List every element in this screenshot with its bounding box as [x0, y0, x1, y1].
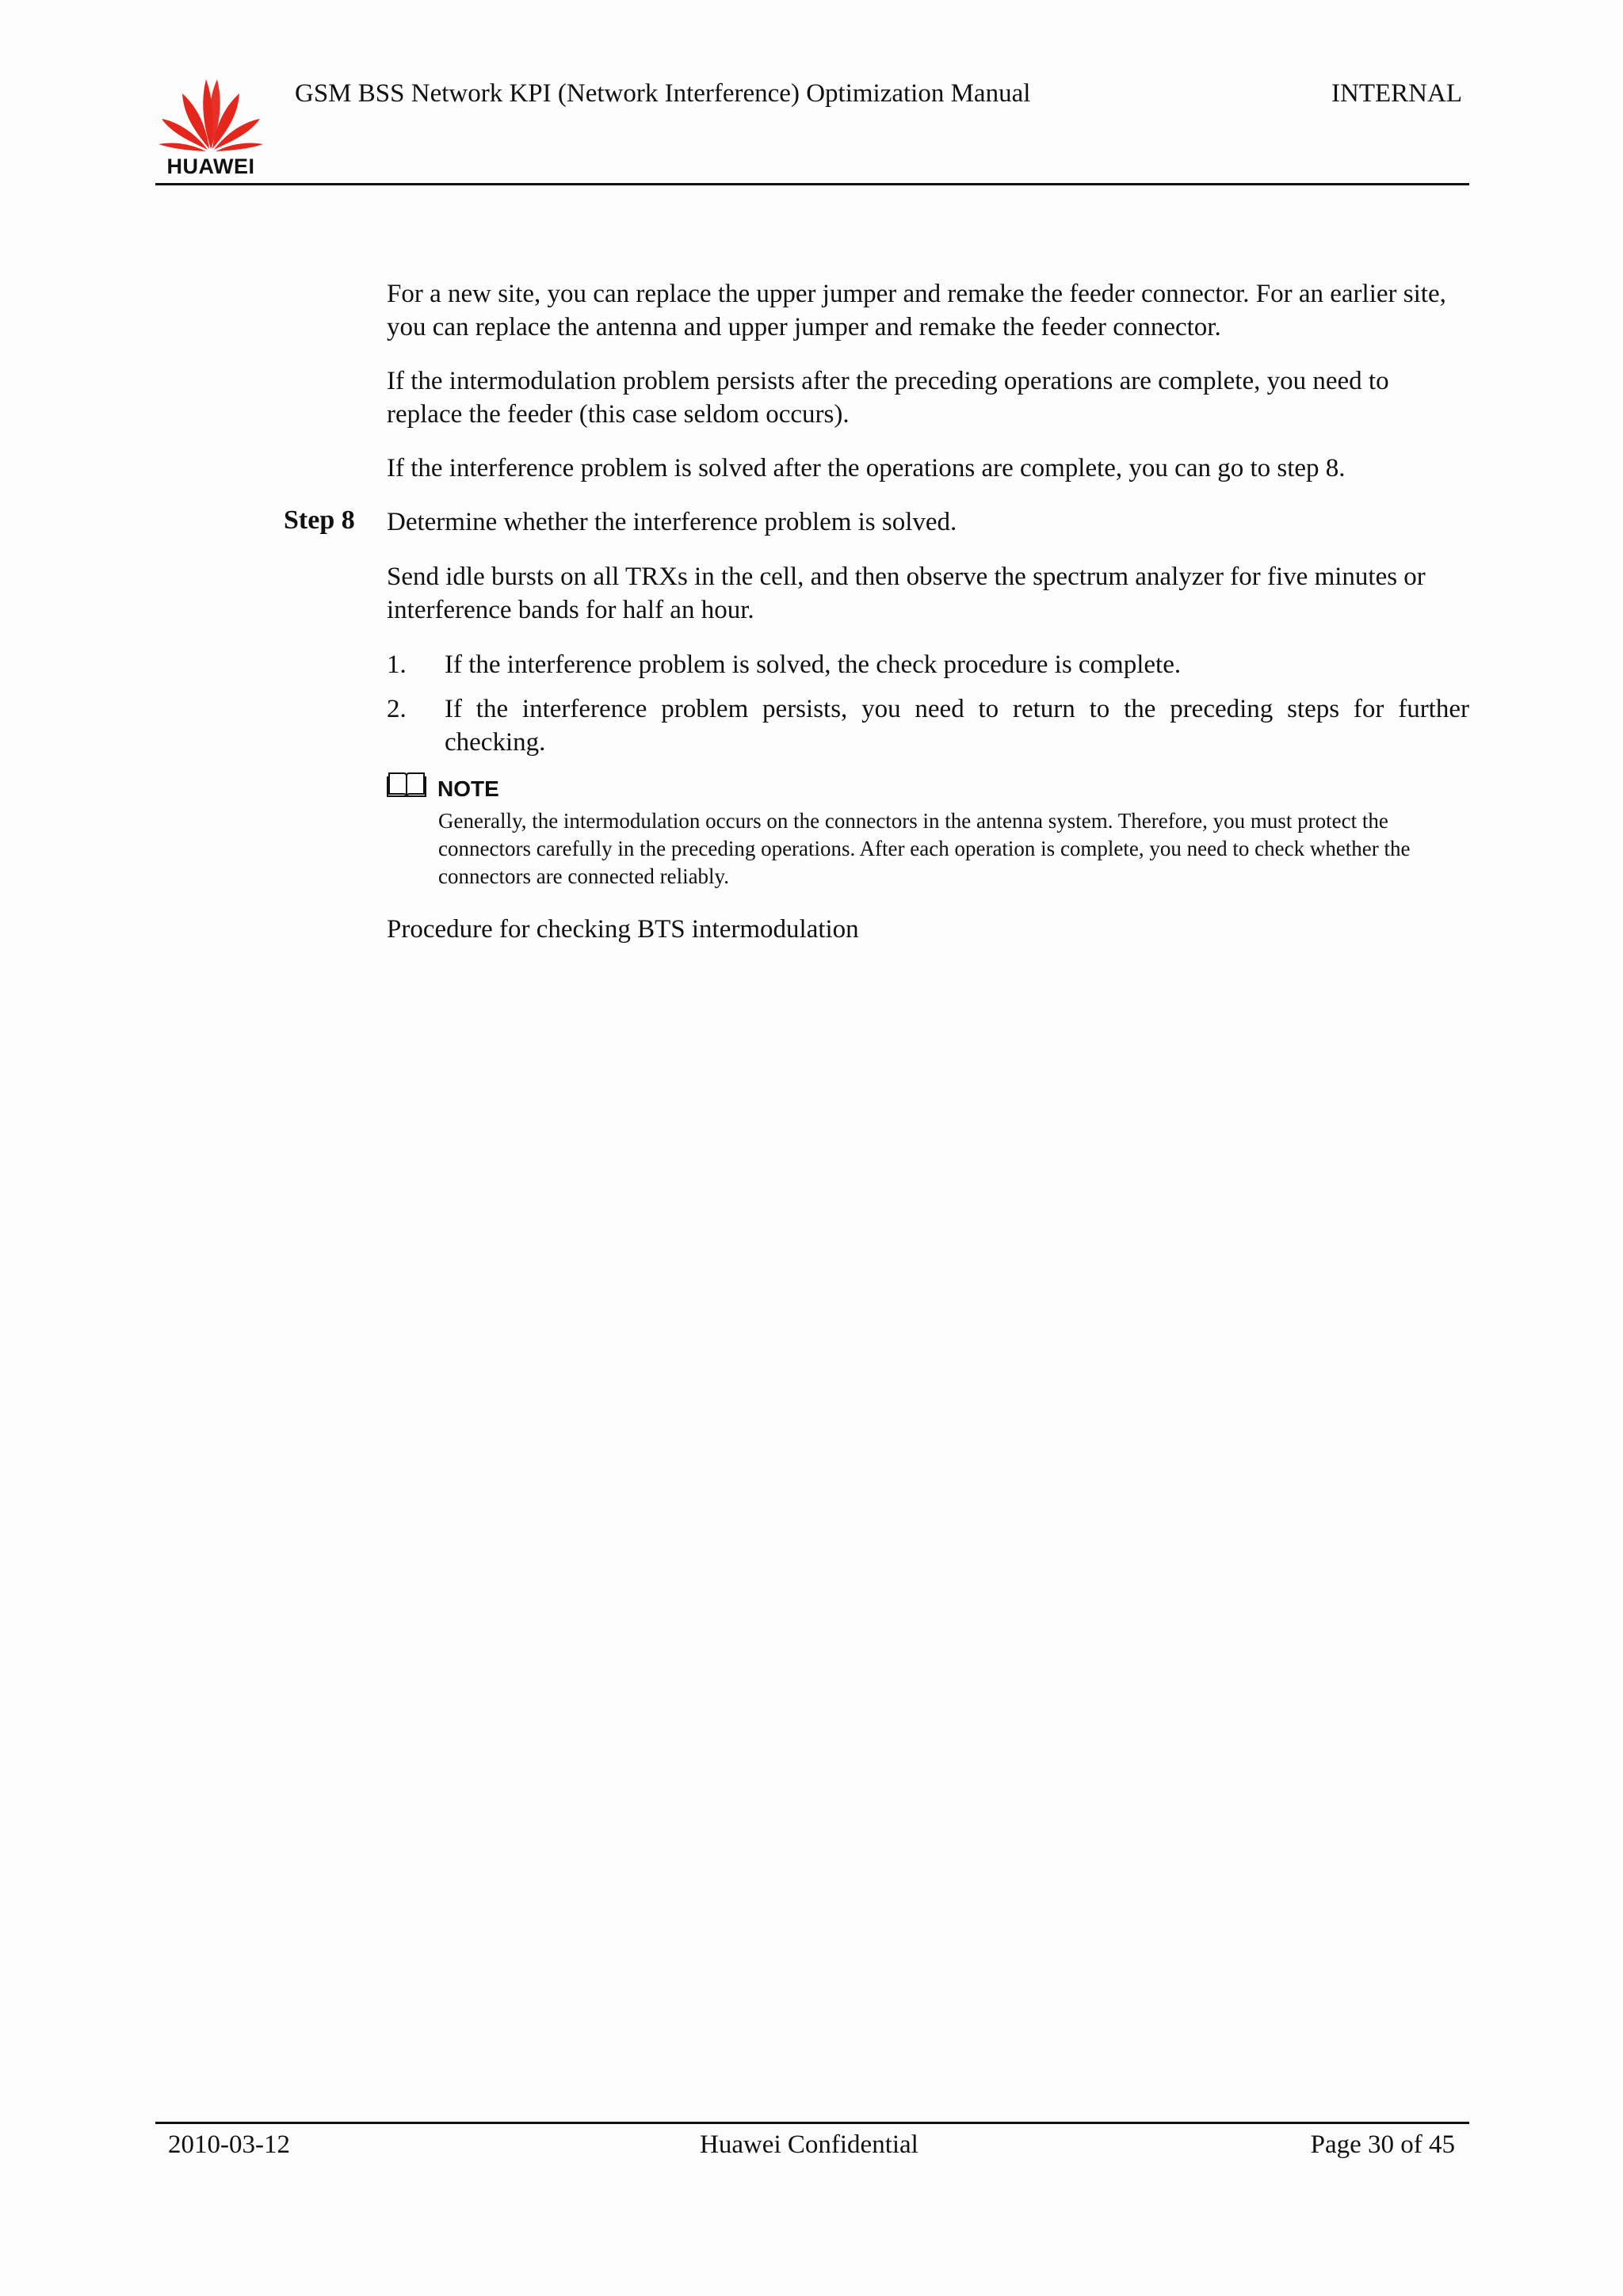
- list-number: 1.: [387, 650, 407, 679]
- note-text: Generally, the intermodulation occurs on the connectors in the antenna system. Therefore, you must protect the connectors carefully in the preceding operations. After each operation is complete, you need to check whether the connectors are connected reliably.: [438, 809, 1411, 888]
- document-title: GSM BSS Network KPI (Network Interference) Optimization Manual: [295, 79, 1031, 108]
- step-title: Determine whether the interference problem is solved.: [387, 508, 957, 536]
- footer-confidential: Huawei Confidential: [700, 2130, 918, 2159]
- paragraph-go-to-step: If the interference problem is solved after the operations are complete, you can go to step 8.: [387, 454, 1346, 482]
- logo-wordmark: HUAWEI: [166, 154, 255, 178]
- header-divider: [155, 183, 1469, 185]
- closing-paragraph: Procedure for checking BTS intermodulation: [387, 915, 859, 944]
- book-icon: [387, 770, 426, 799]
- huawei-logo: [155, 73, 266, 176]
- footer-divider: [155, 2122, 1469, 2124]
- step-description: Send idle bursts on all TRXs in the cell, and then observe the spectrum analyzer for five minutes or interference bands for half an hour.: [387, 563, 1426, 624]
- list-item: [387, 692, 1469, 759]
- list-number: 2.: [387, 695, 407, 723]
- classification-label: INTERNAL: [1331, 79, 1462, 108]
- list-text: If the interference problem persists, you need to return to the preceding steps for further checking.: [445, 695, 1469, 757]
- note-label: NOTE: [437, 776, 499, 801]
- step-label: Step 8: [284, 505, 355, 535]
- list-item: [387, 648, 1469, 681]
- list-text: If the interference problem is solved, the check procedure is complete.: [445, 650, 1182, 679]
- paragraph-replace-feeder: If the intermodulation problem persists after the preceding operations are complete, you need to replace the feeder (this case seldom occurs).: [387, 367, 1389, 429]
- paragraph-replace-jumper: For a new site, you can replace the upper jumper and remake the feeder connector. For an earlier site, you can replace the antenna and upper jumper and remake the feeder connector.: [387, 280, 1446, 341]
- huawei-petals-icon: [155, 73, 266, 152]
- footer-date: 2010-03-12: [168, 2130, 290, 2159]
- footer-page-number: Page 30 of 45: [1310, 2130, 1455, 2159]
